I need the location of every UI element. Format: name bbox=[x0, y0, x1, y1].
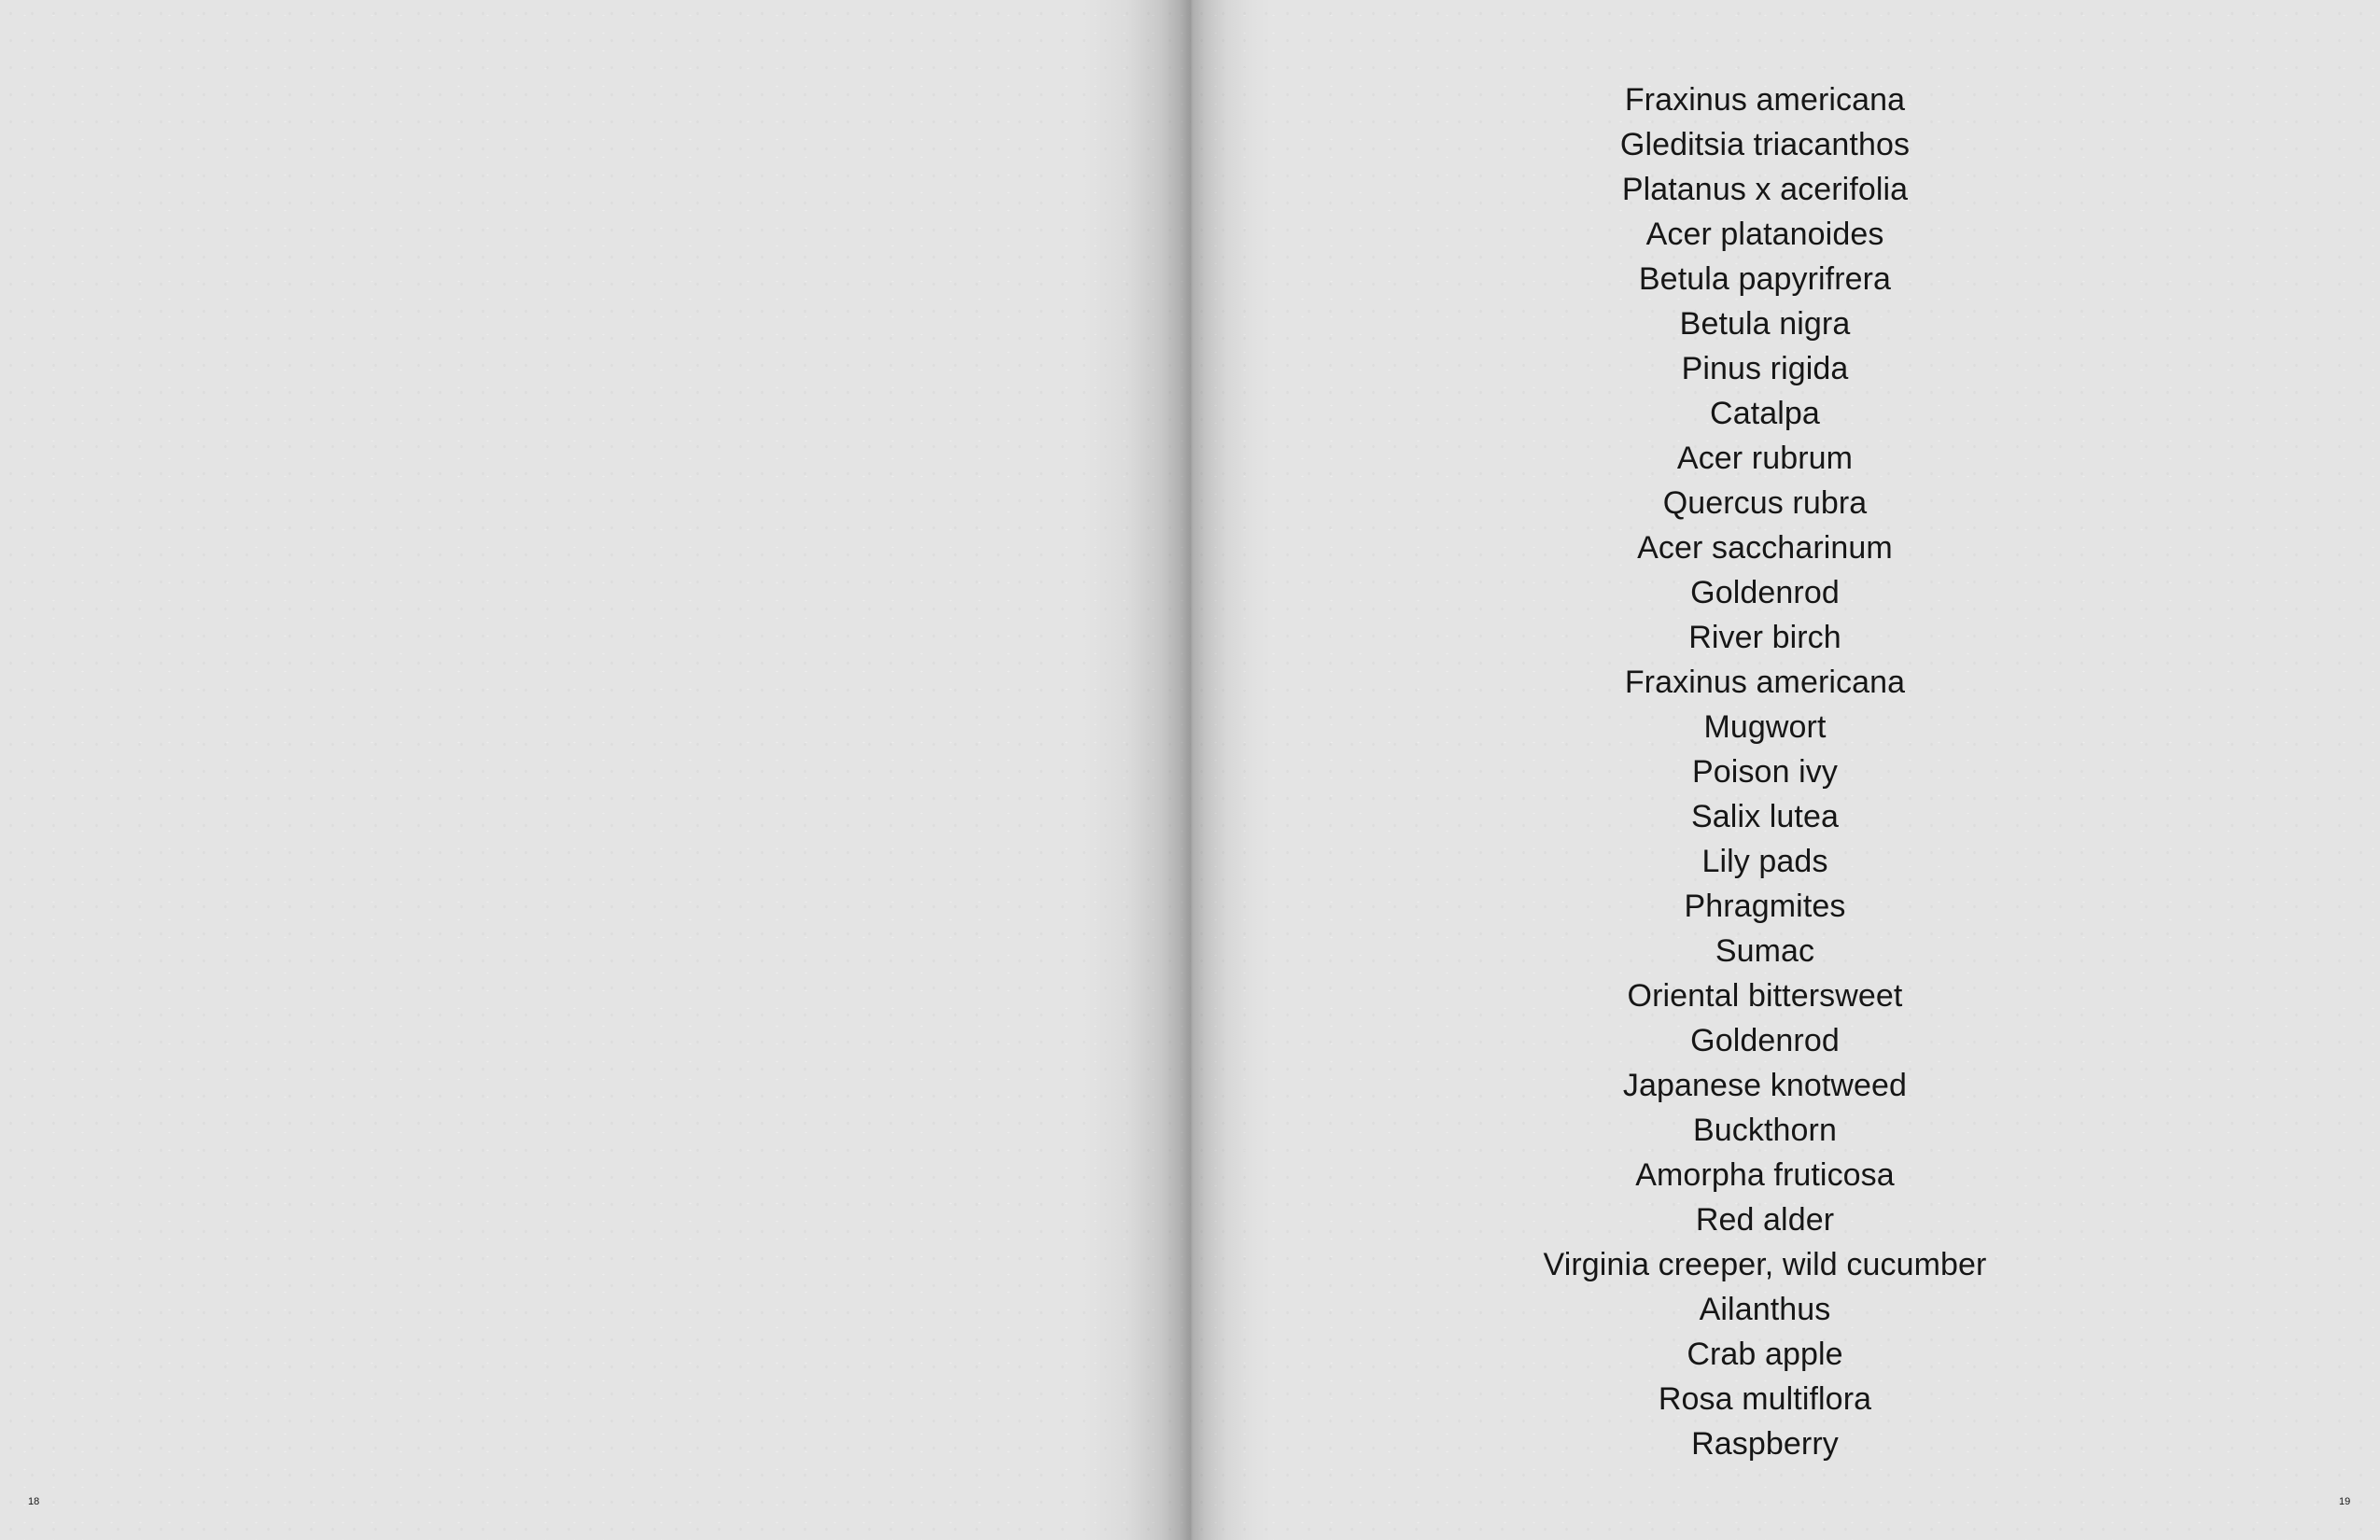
species-list-item: Crab apple bbox=[1687, 1337, 1843, 1372]
species-list-item: Ailanthus bbox=[1699, 1292, 1831, 1327]
species-list-item: River birch bbox=[1688, 620, 1841, 655]
species-list-item: Catalpa bbox=[1710, 396, 1820, 431]
species-list-item: Goldenrod bbox=[1690, 575, 1840, 610]
species-list-item: Acer rubrum bbox=[1676, 441, 1854, 476]
species-list bbox=[1438, 77, 2092, 1466]
species-list-item: Sumac bbox=[1715, 933, 1815, 969]
species-list-item: Acer platanoides bbox=[1645, 217, 1884, 252]
species-list-item: Red alder bbox=[1695, 1202, 1835, 1238]
species-list-item: Raspberry bbox=[1691, 1426, 1839, 1462]
page-number-right: 19 bbox=[2339, 1496, 2351, 1507]
species-list-item: Oriental bittersweet bbox=[1627, 978, 1903, 1014]
page-number-left: 18 bbox=[28, 1496, 40, 1507]
species-list-item: Gleditsia triacanthos bbox=[1619, 127, 1911, 162]
species-list-item: Goldenrod bbox=[1690, 1023, 1840, 1058]
species-list-item: Platanus x acerifolia bbox=[1621, 172, 1909, 207]
species-list-item: Acer saccharinum bbox=[1637, 530, 1893, 566]
species-list-item: Virginia creeper, wild cucumber bbox=[1543, 1247, 1987, 1282]
species-list-item: Japanese knotweed bbox=[1622, 1068, 1908, 1103]
species-list-item: Lily pads bbox=[1701, 844, 1828, 879]
species-list-item: Fraxinus americana bbox=[1624, 82, 1906, 118]
species-list-item: Buckthorn bbox=[1693, 1113, 1837, 1148]
species-list-item: Betula nigra bbox=[1679, 306, 1851, 342]
species-list-item: Rosa multiflora bbox=[1658, 1381, 1872, 1417]
species-list-item: Betula papyrifrera bbox=[1638, 261, 1892, 297]
species-list-item: Poison ivy bbox=[1692, 754, 1838, 790]
species-list-item: Pinus rigida bbox=[1681, 351, 1849, 386]
species-list-item: Quercus rubra bbox=[1662, 485, 1868, 521]
species-list-item: Salix lutea bbox=[1691, 799, 1839, 834]
species-list-item: Fraxinus americana bbox=[1624, 665, 1906, 700]
species-list-item: Mugwort bbox=[1703, 709, 1827, 745]
species-list-item: Phragmites bbox=[1684, 889, 1846, 924]
species-list-item: Amorpha fruticosa bbox=[1635, 1157, 1895, 1193]
